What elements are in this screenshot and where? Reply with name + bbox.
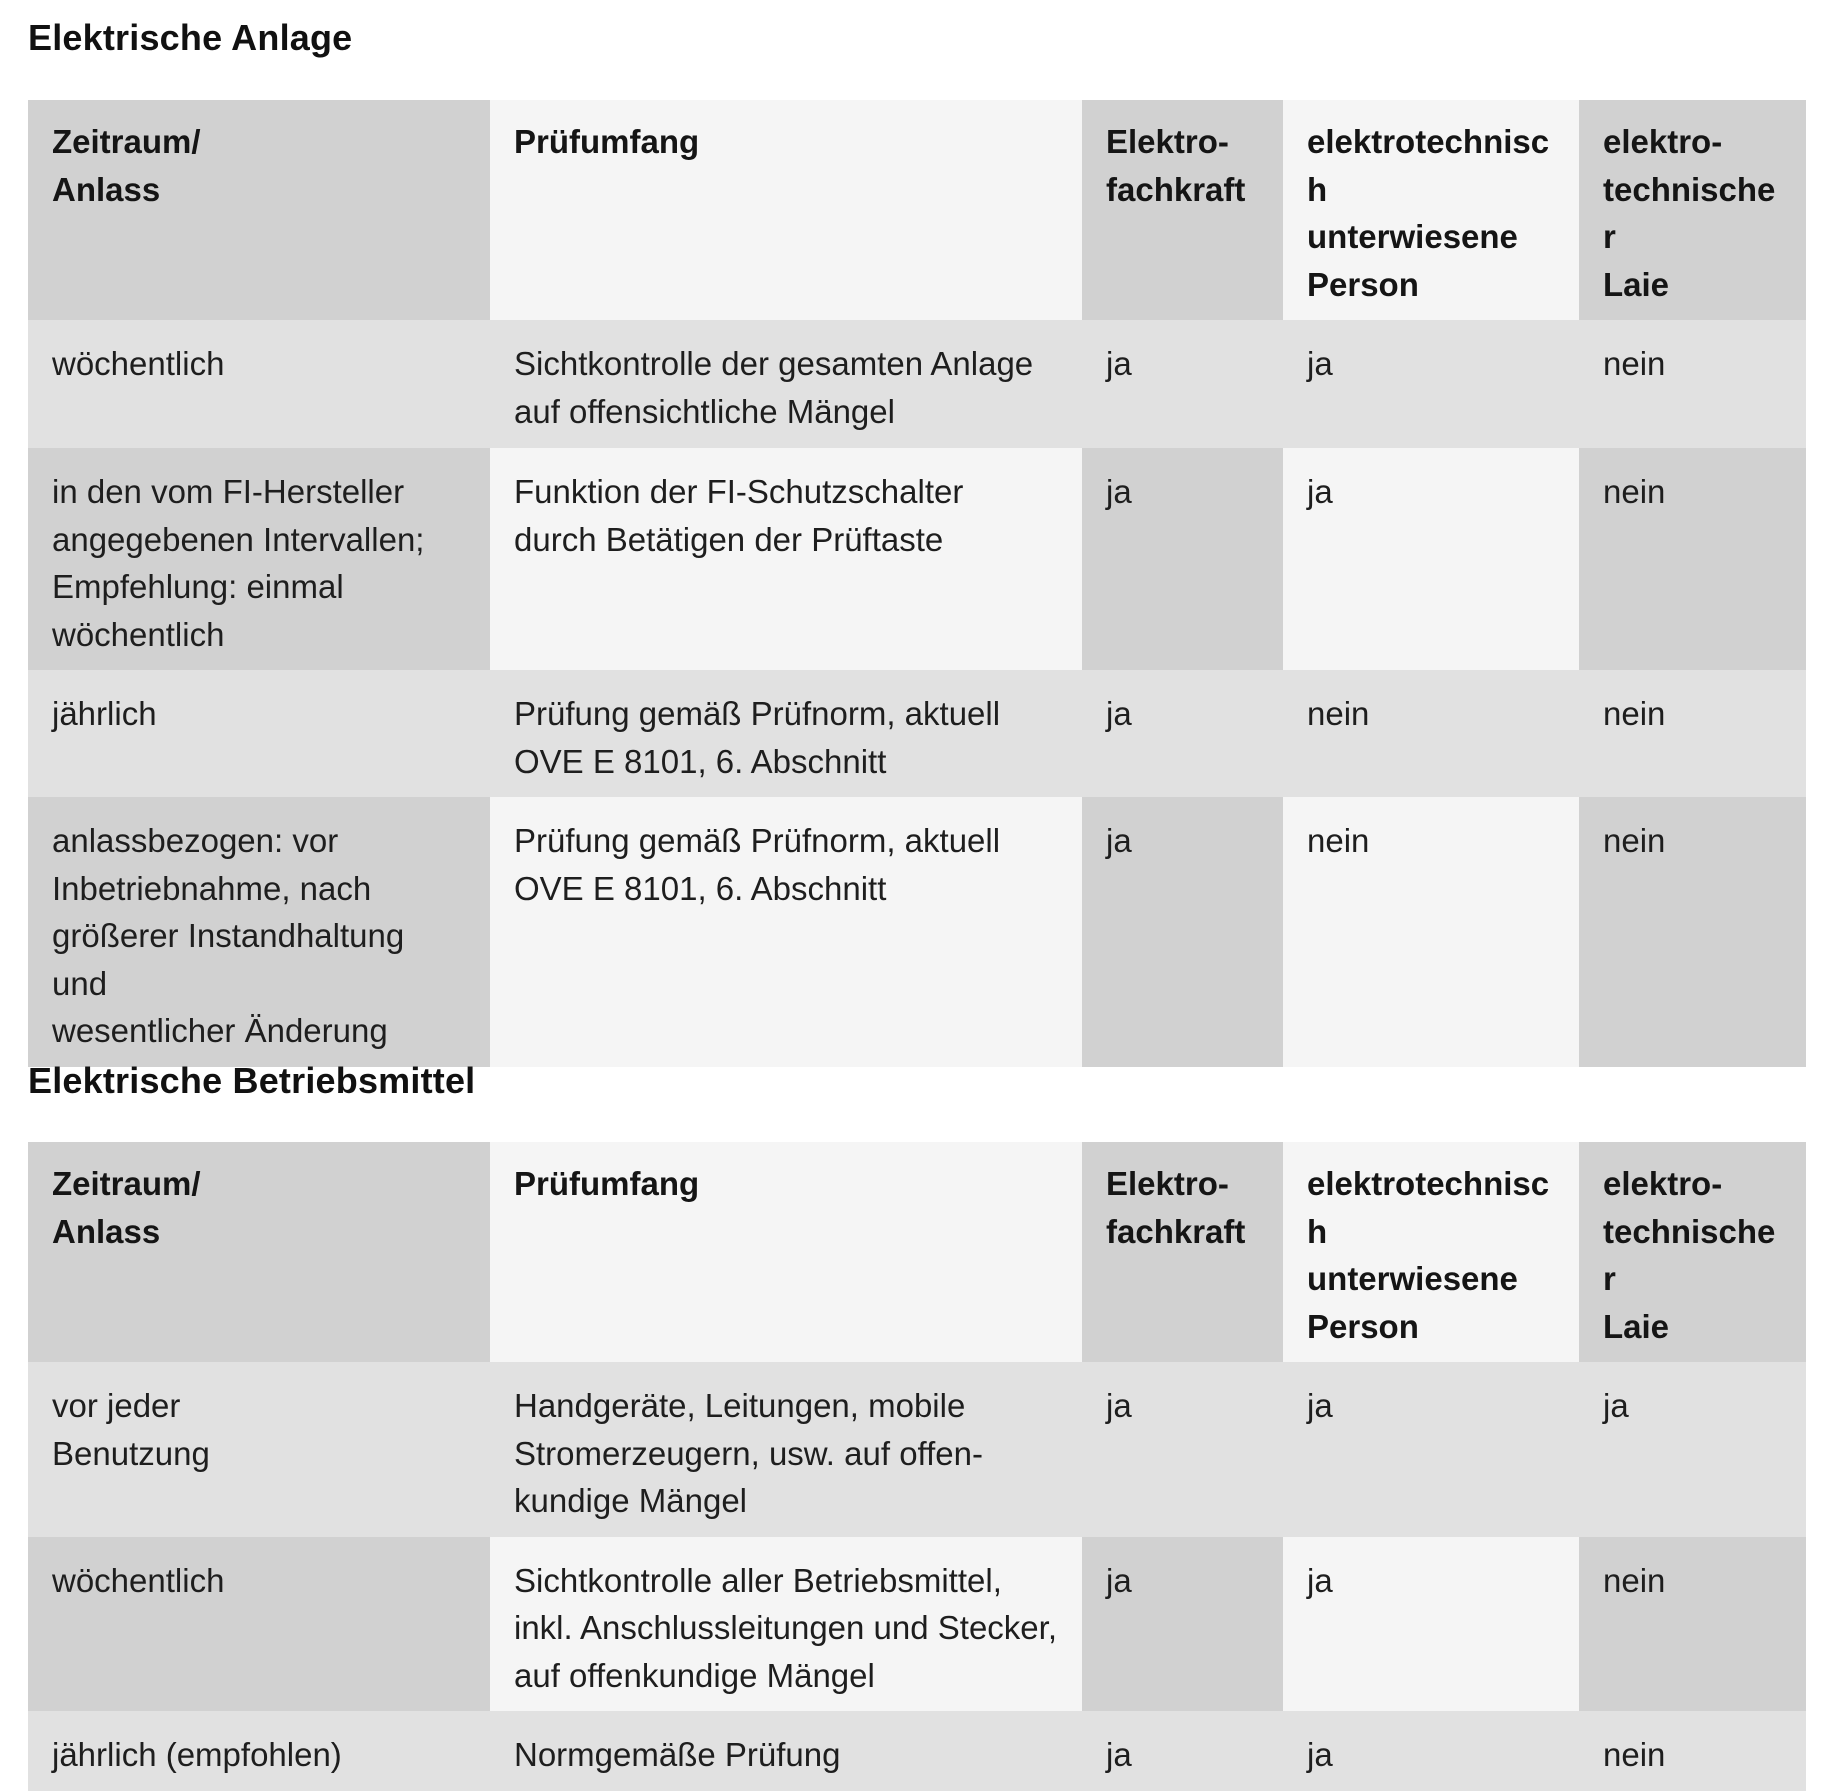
table-row	[28, 1711, 1806, 1791]
cell-zeitraum: vor jeder Benutzung	[28, 1362, 490, 1537]
table-row	[28, 320, 1806, 448]
header-elektrofachkraft: Elektro- fachkraft	[1082, 1142, 1283, 1362]
table-row	[28, 1362, 1806, 1537]
table-header-row	[28, 1142, 1806, 1362]
cell-unterwiesene-person: ja	[1283, 1362, 1579, 1537]
header-elektrofachkraft: Elektro- fachkraft	[1082, 100, 1283, 320]
cell-pruefumfang: Sichtkontrolle aller Betriebsmittel, inkl. Anschlussleitungen und Stecker, auf offenkundige Mängel	[490, 1537, 1082, 1712]
cell-unterwiesene-person: nein	[1283, 670, 1579, 797]
header-laie: elektro- technischer Laie	[1579, 100, 1806, 320]
table-elektrische-betriebsmittel	[28, 1142, 1806, 1791]
cell-laie: nein	[1579, 448, 1806, 670]
cell-zeitraum: in den vom FI-Hersteller angegebenen Intervallen; Empfehlung: einmal wöchentlich	[28, 448, 490, 670]
table-row	[28, 1537, 1806, 1712]
cell-elektrofachkraft: ja	[1082, 1711, 1283, 1791]
header-zeitraum-anlass: Zeitraum/ Anlass	[28, 100, 490, 320]
cell-zeitraum: wöchentlich	[28, 320, 490, 448]
cell-elektrofachkraft: ja	[1082, 1362, 1283, 1537]
cell-laie: nein	[1579, 797, 1806, 1067]
cell-laie: ja	[1579, 1362, 1806, 1537]
cell-laie: nein	[1579, 1711, 1806, 1791]
cell-laie: nein	[1579, 320, 1806, 448]
cell-pruefumfang: Normgemäße Prüfung	[490, 1711, 1082, 1791]
cell-unterwiesene-person: ja	[1283, 1711, 1579, 1791]
header-unterwiesene-person: elektrotechnisch unterwiesene Person	[1283, 100, 1579, 320]
table-row	[28, 797, 1806, 1067]
cell-elektrofachkraft: ja	[1082, 1537, 1283, 1712]
table-elektrische-anlage	[28, 100, 1806, 1067]
cell-unterwiesene-person: ja	[1283, 1537, 1579, 1712]
cell-pruefumfang: Prüfung gemäß Prüfnorm, aktuell OVE E 8101, 6. Abschnitt	[490, 797, 1082, 1067]
cell-laie: nein	[1579, 1537, 1806, 1712]
cell-zeitraum: wöchentlich	[28, 1537, 490, 1712]
table-row	[28, 670, 1806, 797]
section-title-elektrische-anlage: Elektrische Anlage	[28, 17, 353, 58]
table-row	[28, 448, 1806, 670]
header-zeitraum-anlass: Zeitraum/ Anlass	[28, 1142, 490, 1362]
cell-zeitraum: anlassbezogen: vor Inbetriebnahme, nach größerer Instandhaltung und wesentlicher Änderung	[28, 797, 490, 1067]
cell-zeitraum: jährlich	[28, 670, 490, 797]
table-header-row	[28, 100, 1806, 320]
header-pruefumfang: Prüfumfang	[490, 1142, 1082, 1362]
section-title-elektrische-betriebsmittel: Elektrische Betriebsmittel	[28, 1060, 476, 1101]
cell-laie: nein	[1579, 670, 1806, 797]
header-pruefumfang: Prüfumfang	[490, 100, 1082, 320]
cell-elektrofachkraft: ja	[1082, 670, 1283, 797]
cell-elektrofachkraft: ja	[1082, 797, 1283, 1067]
cell-unterwiesene-person: ja	[1283, 448, 1579, 670]
cell-zeitraum: jährlich (empfohlen)	[28, 1711, 490, 1791]
cell-pruefumfang: Funktion der FI-Schutzschalter durch Betätigen der Prüftaste	[490, 448, 1082, 670]
cell-elektrofachkraft: ja	[1082, 448, 1283, 670]
cell-pruefumfang: Prüfung gemäß Prüfnorm, aktuell OVE E 8101, 6. Abschnitt	[490, 670, 1082, 797]
cell-unterwiesene-person: ja	[1283, 320, 1579, 448]
header-laie: elektro- technischer Laie	[1579, 1142, 1806, 1362]
cell-unterwiesene-person: nein	[1283, 797, 1579, 1067]
header-unterwiesene-person: elektrotechnisch unterwiesene Person	[1283, 1142, 1579, 1362]
cell-elektrofachkraft: ja	[1082, 320, 1283, 448]
cell-pruefumfang: Handgeräte, Leitungen, mobile Stromerzeugern, usw. auf offen- kundige Mängel	[490, 1362, 1082, 1537]
cell-pruefumfang: Sichtkontrolle der gesamten Anlage auf offensichtliche Mängel	[490, 320, 1082, 448]
